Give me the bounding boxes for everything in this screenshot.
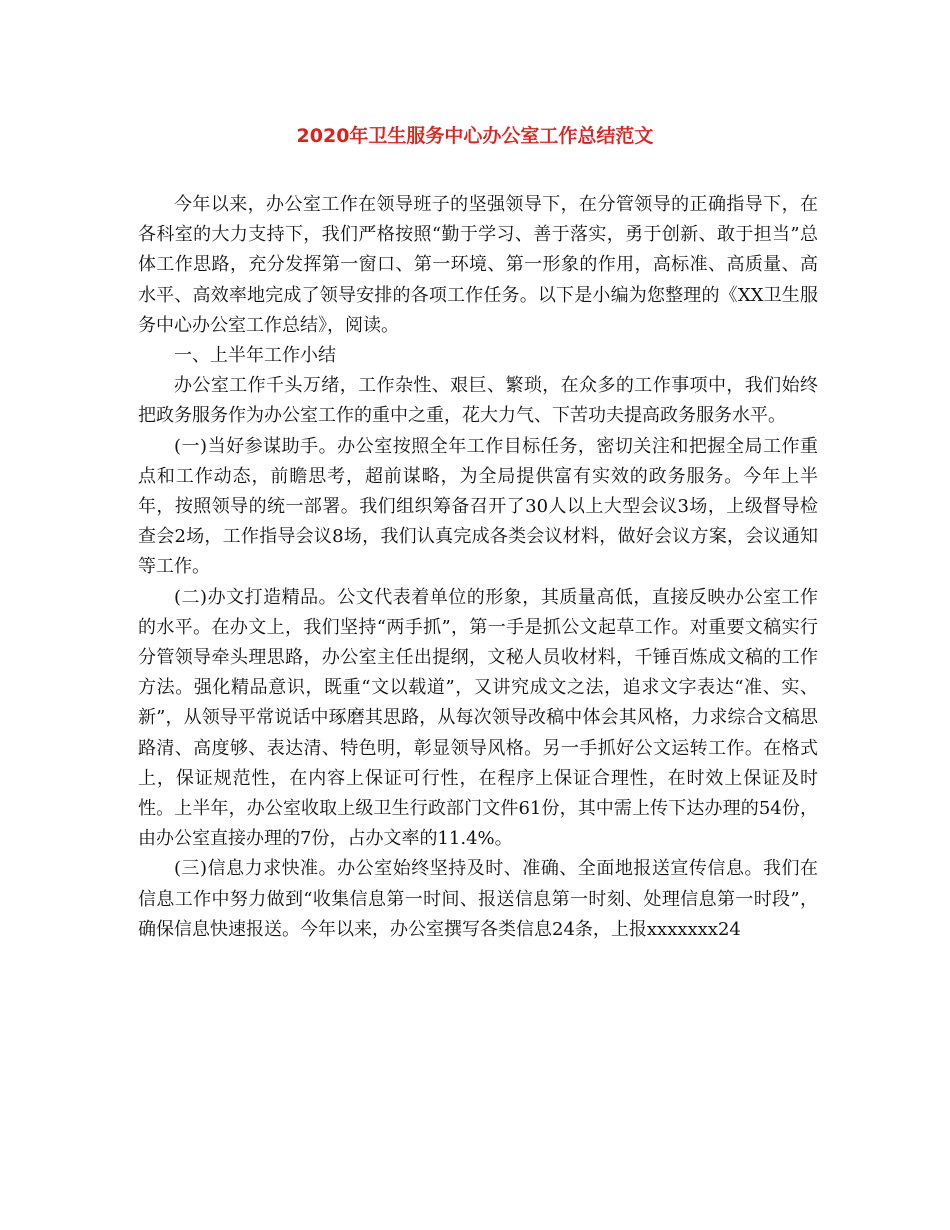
document-body — [138, 190, 818, 945]
paragraph-information: (三)信息力求快准。办公室始终坚持及时、准确、全面地报送宣传信息。我们在信息工作中努力做到“收集信息第一时间、报送信息第一时刻、处理信息第一时段”，确保信息快速报送。今年以来，办公室撰写各类信息24条，上报xxxxxxx24 — [138, 858, 818, 940]
paragraph-intro: 今年以来，办公室工作在领导班子的坚强领导下，在分管领导的正确指导下，在各科室的大力支持下，我们严格按照“勤于学习、善于落实，勇于创新、敢于担当”总体工作思路，充分发挥第一窗口、第一环境、第一形象的作用，高标准、高质量、高水平、高效率地完成了领导安排的各项工作任务。以下是小编为您整理的《XX卫生服务中心办公室工作总结》，阅读。 — [138, 194, 818, 336]
section-heading-first-half: 一、上半年工作小结 — [174, 345, 336, 367]
paragraph-advisor: (一)当好参谋助手。办公室按照全年工作目标任务，密切关注和把握全局工作重点和工作动态，前瞻思考，超前谋略，为全局提供富有实效的政务服务。今年上半年，按照领导的统一部署。我们组织筹备召开了30人以上大型会议3场，上级督导检查会2场，工作指导会议8场，我们认真完成各类会议材料，做好会议方案，会议通知等工作。 — [138, 435, 818, 578]
paragraph-documents: (二)办文打造精品。公文代表着单位的形象，其质量高低，直接反映办公室工作的水平。在办文上，我们坚持“两手抓”，第一手是抓公文起草工作。对重要文稿实行分管领导牵头理思路，办公室主任出提纲，文秘人员收材料，千锤百炼成文稿的工作方法。强化精品意识，既重“文以载道”，又讲究成文之法，追求文字表达“准、实、新”，从领导平常说话中琢磨其思路，从每次领导改稿中体会其风格，力求综合文稿思路清、高度够、表达清、特色明，彰显领导风格。另一手抓好公文运转工作。在格式上，保证规范性，在内容上保证可行性，在程序上保证合理性，在时效上保证及时性。上半年，办公室收取上级卫生行政部门文件61份，其中需上传下达办理的54份，由办公室直接办理的7份，占办文率的11.4%。 — [138, 586, 818, 850]
document-title: 2020年卫生服务中心办公室工作总结范文 — [296, 125, 654, 147]
paragraph-office-work: 办公室工作千头万绪，工作杂性、艰巨、繁琐，在众多的工作事项中，我们始终把政务服务作为办公室工作的重中之重，花大力气、下苦功夫提高政务服务水平。 — [138, 375, 818, 427]
